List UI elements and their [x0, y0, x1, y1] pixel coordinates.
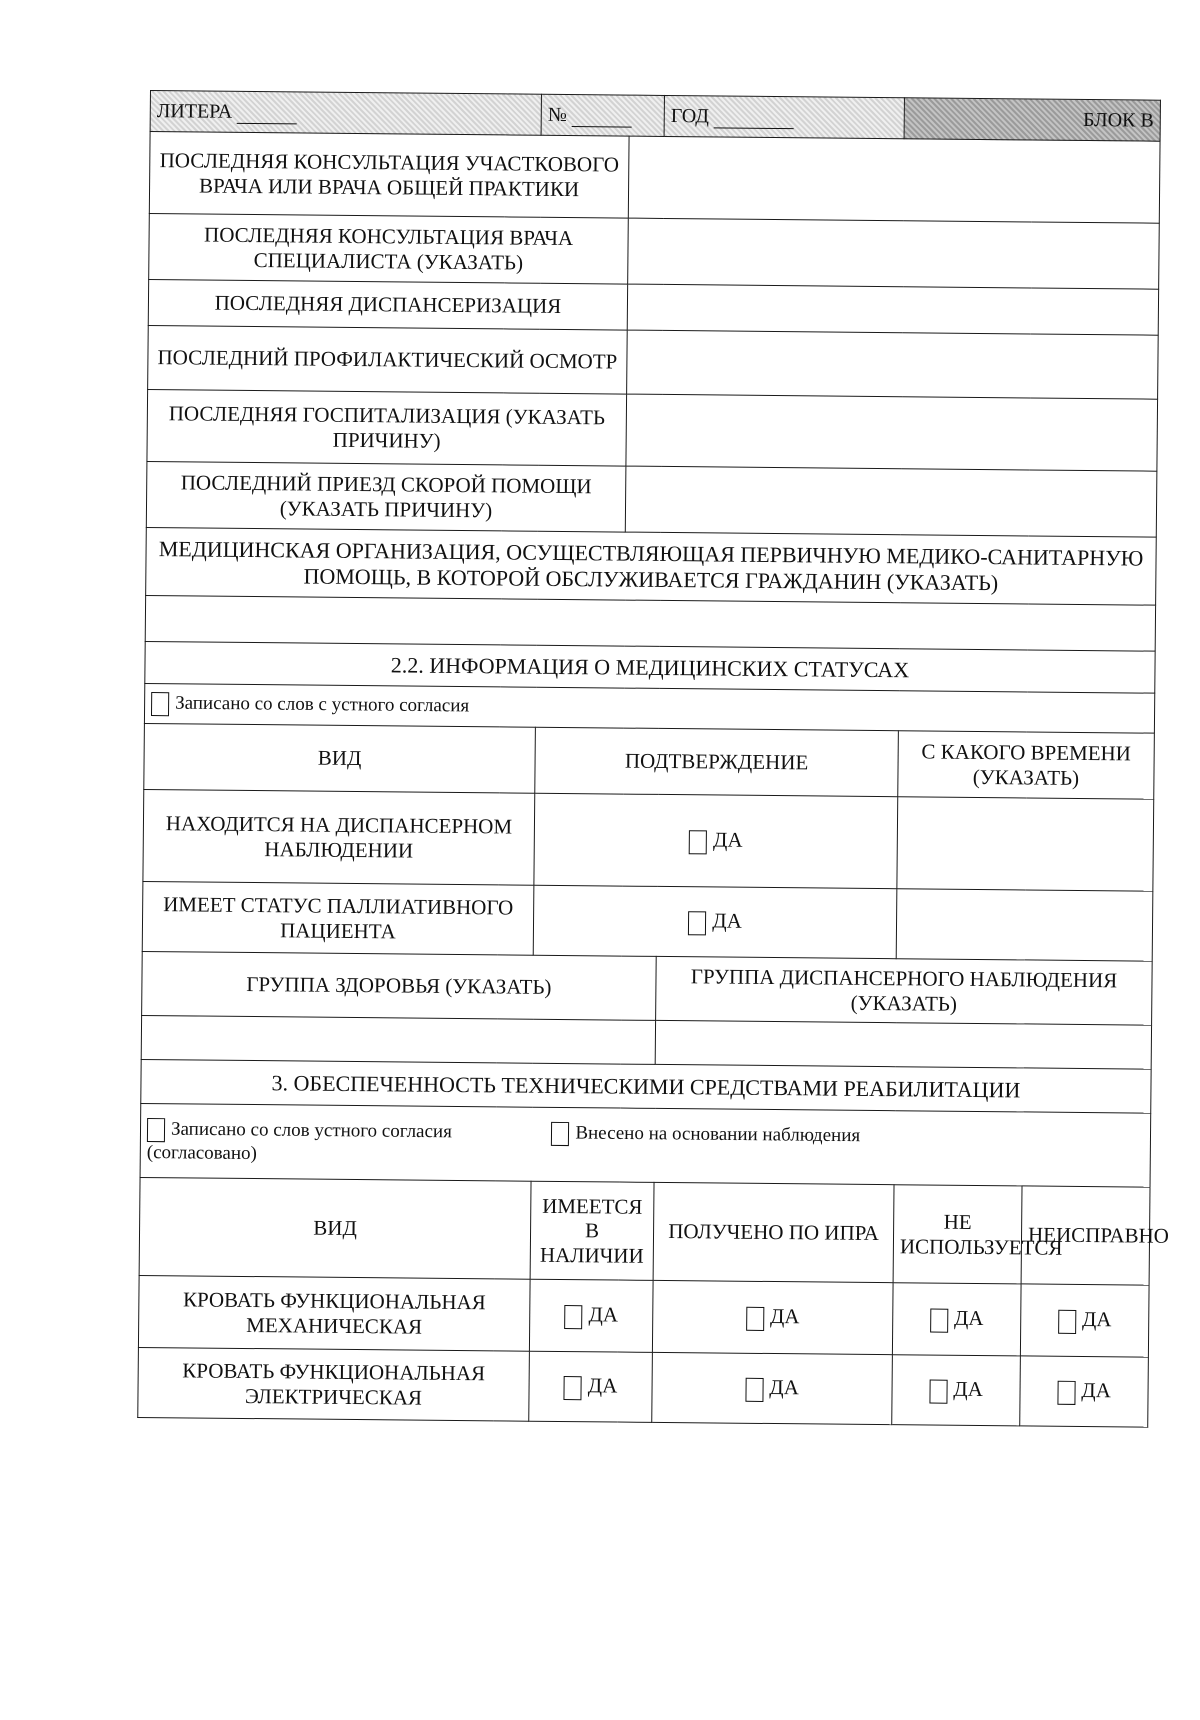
groups-header-row: [142, 951, 1153, 1025]
yes-checkbox[interactable]: [688, 911, 706, 935]
aid-label: КРОВАТЬ ФУНКЦИОНАЛЬНАЯ ЭЛЕКТРИЧЕСКАЯ: [138, 1347, 530, 1421]
consultation-label: ПОСЛЕДНЯЯ ДИСПАНСЕРИЗАЦИЯ: [148, 279, 627, 330]
health-group-label: ГРУППА ЗДОРОВЬЯ (УКАЗАТЬ): [142, 951, 657, 1020]
health-group-value[interactable]: [141, 1015, 655, 1064]
section-3-consent-cell: [140, 1103, 1151, 1187]
section-3-consent-row: [140, 1103, 1151, 1187]
consultation-value[interactable]: [628, 218, 1160, 289]
col-faulty-header: НЕИСПРАВНО: [1021, 1186, 1150, 1285]
oral-consent-label: Записано со слов устного согласия: [170, 1118, 452, 1142]
col-confirm-header: ПОДТВЕРЖДЕНИЕ: [535, 727, 899, 796]
observation-checkbox[interactable]: [551, 1121, 569, 1145]
consent-label: Записано со слов с устного согласия: [175, 692, 470, 716]
aid-row: [138, 1347, 1149, 1427]
status-header-row: [144, 723, 1155, 799]
faulty-checkbox[interactable]: [1058, 1309, 1076, 1333]
consultation-label: ПОСЛЕДНЯЯ КОНСУЛЬТАЦИЯ УЧАСТКОВОГО ВРАЧА ИЛИ ВРАЧА ОБЩЕЙ ПРАКТИКИ: [149, 132, 629, 219]
aid-label: КРОВАТЬ ФУНКЦИОНАЛЬНАЯ МЕХАНИЧЕСКАЯ: [138, 1275, 530, 1351]
unused-checkbox[interactable]: [930, 1308, 948, 1332]
unused-cell: [892, 1355, 1021, 1426]
received-cell: [652, 1352, 893, 1424]
med-org-label: МЕДИЦИНСКАЯ ОРГАНИЗАЦИЯ, ОСУЩЕСТВЛЯЮЩАЯ ПЕРВИЧНУЮ МЕДИКО-САНИТАРНУЮ ПОМОЩЬ, В КОТОРОЙ ОБСЛУЖИВАЕТСЯ ГРАЖДАНИН (УКАЗАТЬ): [146, 527, 1157, 605]
consultation-row: [146, 461, 1157, 537]
yes-label: ДА: [588, 1302, 619, 1327]
faulty-cell: [1020, 1284, 1149, 1357]
faulty-checkbox[interactable]: [1057, 1380, 1075, 1404]
consultation-value[interactable]: [627, 284, 1158, 335]
litera-field[interactable]: ЛИТЕРА: [150, 91, 541, 136]
consultation-label: ПОСЛЕДНЯЯ ГОСПИТАЛИЗАЦИЯ (УКАЗАТЬ ПРИЧИНУ): [147, 389, 627, 466]
unused-cell: [892, 1283, 1021, 1356]
available-cell: [529, 1351, 653, 1422]
col-type-header: ВИД: [139, 1177, 531, 1279]
available-checkbox[interactable]: [564, 1376, 582, 1400]
faulty-cell: [1020, 1356, 1149, 1427]
aids-header-row: [139, 1177, 1150, 1285]
observation-label: Внесено на основании наблюдения: [575, 1122, 861, 1146]
block-label: БЛОК В: [904, 98, 1160, 141]
status-label: ИМЕЕТ СТАТУС ПАЛЛИАТИВНОГО ПАЦИЕНТА: [142, 881, 534, 955]
yes-label: ДА: [587, 1373, 618, 1398]
year-field[interactable]: ГОД: [664, 95, 904, 138]
consultation-label: ПОСЛЕДНЯЯ КОНСУЛЬТАЦИЯ ВРАЧА СПЕЦИАЛИСТА (УКАЗАТЬ): [149, 213, 629, 284]
oral-consent-sublabel: (согласовано): [146, 1141, 257, 1164]
oral-consent-checkbox[interactable]: [147, 1118, 165, 1142]
status-confirm-cell: [534, 793, 898, 888]
yes-label: ДА: [953, 1377, 983, 1402]
consultation-value[interactable]: [628, 136, 1160, 223]
received-checkbox[interactable]: [745, 1377, 763, 1401]
aid-row: [138, 1275, 1149, 1357]
consultation-row: [149, 132, 1160, 224]
consultation-value[interactable]: [627, 330, 1159, 399]
col-available-header: ИМЕЕТСЯ В НАЛИЧИИ: [530, 1181, 654, 1280]
received-checkbox[interactable]: [746, 1306, 764, 1330]
consultation-value[interactable]: [625, 466, 1157, 537]
available-checkbox[interactable]: [564, 1305, 582, 1329]
number-field[interactable]: №: [541, 94, 664, 136]
yes-label: ДА: [712, 827, 743, 853]
consultation-label: ПОСЛЕДНИЙ ПРОФИЛАКТИЧЕСКИЙ ОСМОТР: [148, 325, 628, 394]
col-since-header: С КАКОГО ВРЕМЕНИ (УКАЗАТЬ): [898, 731, 1155, 799]
status-row: [143, 789, 1154, 891]
yes-label: ДА: [769, 1375, 799, 1400]
yes-label: ДА: [1081, 1378, 1111, 1403]
form-sheet: [136, 90, 1170, 1600]
consultation-row: [148, 325, 1159, 399]
yes-label: ДА: [953, 1306, 984, 1331]
consultation-label: ПОСЛЕДНИЙ ПРИЕЗД СКОРОЙ ПОМОЩИ (УКАЗАТЬ ПРИЧИНУ): [146, 461, 626, 532]
yes-label: ДА: [769, 1304, 800, 1329]
form-table: [137, 90, 1170, 1428]
status-confirm-cell: [533, 885, 897, 958]
status-since-value[interactable]: [897, 797, 1154, 891]
med-org-row: [146, 527, 1157, 605]
yes-checkbox[interactable]: [689, 830, 707, 854]
consultation-row: [149, 213, 1160, 289]
disp-group-value[interactable]: [655, 1020, 1151, 1069]
status-row: [142, 881, 1153, 961]
section-3-title: 3. ОБЕСПЕЧЕННОСТЬ ТЕХНИЧЕСКИМИ СРЕДСТВАМИ РЕАБИЛИТАЦИИ: [141, 1059, 1151, 1113]
disp-group-label: ГРУППА ДИСПАНСЕРНОГО НАБЛЮДЕНИЯ (УКАЗАТЬ): [656, 956, 1153, 1025]
unused-checkbox[interactable]: [929, 1379, 947, 1403]
section-2-2-title: 2.2. ИНФОРМАЦИЯ О МЕДИЦИНСКИХ СТАТУСАХ: [145, 641, 1155, 693]
col-type-header: ВИД: [144, 723, 536, 793]
col-unused-header: НЕ ИСПОЛЬЗУЕТСЯ: [893, 1185, 1022, 1284]
consent-checkbox[interactable]: [151, 692, 169, 716]
status-label: НАХОДИТСЯ НА ДИСПАНСЕРНОМ НАБЛЮДЕНИИ: [143, 789, 535, 885]
consultation-row: [147, 389, 1158, 471]
available-cell: [529, 1279, 653, 1352]
yes-label: ДА: [1081, 1307, 1112, 1332]
yes-label: ДА: [712, 908, 742, 934]
received-cell: [652, 1280, 893, 1354]
consultation-value[interactable]: [626, 394, 1158, 471]
status-since-value[interactable]: [896, 889, 1153, 961]
col-received-header: ПОЛУЧЕНО ПО ИПРА: [653, 1182, 894, 1282]
